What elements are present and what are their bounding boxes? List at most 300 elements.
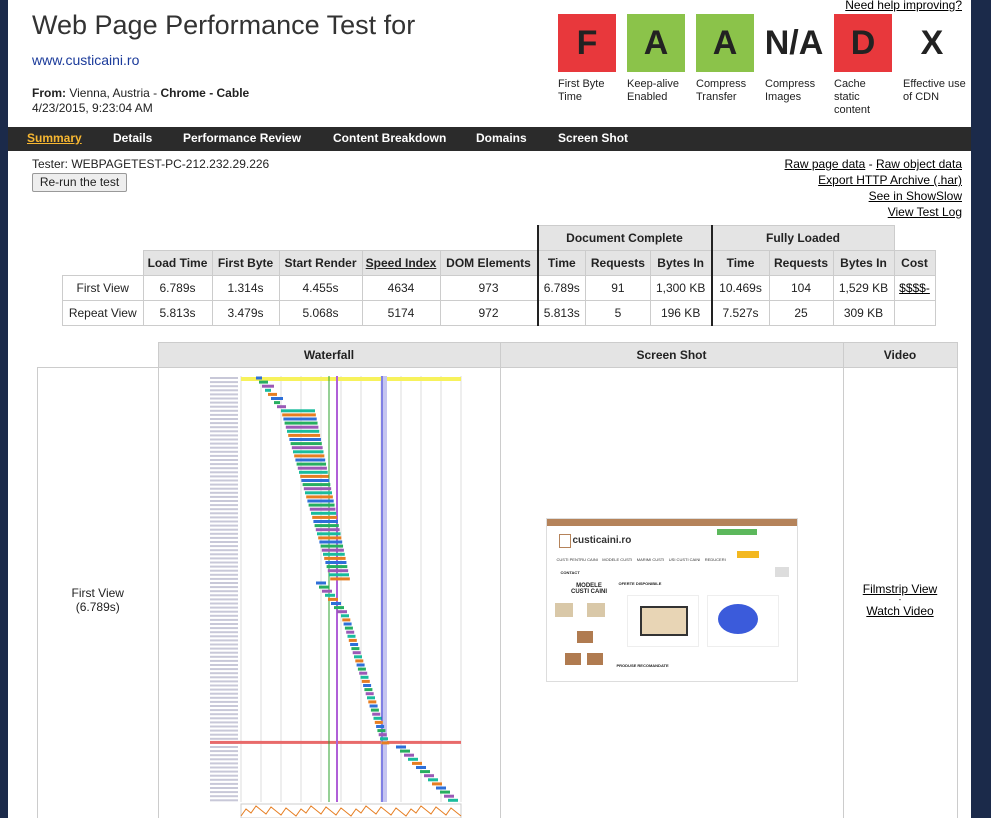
grade-first-byte[interactable]: F bbox=[558, 14, 616, 72]
from-label: From: bbox=[32, 86, 66, 100]
waterfall-row-label bbox=[210, 717, 238, 719]
waterfall-row-label bbox=[210, 418, 238, 420]
thumb-contact: CONTACT bbox=[560, 570, 580, 575]
col-doc-time: Time bbox=[538, 251, 586, 276]
waterfall-row-label bbox=[210, 631, 238, 633]
cell-full-time: 7.527s bbox=[712, 301, 770, 326]
waterfall-request-bar bbox=[370, 705, 378, 708]
row-label-first-view: First View bbox=[63, 276, 144, 301]
waterfall-row-label bbox=[210, 676, 238, 678]
cell-load-time: 5.813s bbox=[143, 301, 212, 326]
waterfall-row-label bbox=[210, 615, 238, 617]
waterfall-row-label bbox=[210, 746, 238, 748]
cell-first-byte: 3.479s bbox=[212, 301, 279, 326]
waterfall-row-label bbox=[210, 500, 238, 502]
raw-object-data-link[interactable]: Raw object data bbox=[875, 157, 962, 171]
waterfall-request-bar bbox=[286, 426, 319, 429]
waterfall-row-label bbox=[210, 664, 238, 666]
cell-speed-index: 4634 bbox=[362, 276, 440, 301]
waterfall-row-label bbox=[210, 787, 238, 789]
waterfall-row-label bbox=[210, 738, 238, 740]
waterfall-request-bar bbox=[305, 491, 332, 494]
waterfall-row-label bbox=[210, 799, 238, 801]
screenshot-cell bbox=[500, 368, 843, 818]
waterfall-request-bar bbox=[313, 520, 338, 523]
waterfall-request-bar bbox=[380, 737, 388, 740]
waterfall-request-bar bbox=[371, 709, 379, 712]
waterfall-request-bar bbox=[328, 569, 348, 572]
waterfall-request-bar bbox=[372, 713, 380, 716]
waterfall-request-bar bbox=[420, 770, 430, 773]
waterfall-request-bar bbox=[316, 582, 326, 585]
waterfall-row-label bbox=[210, 709, 238, 711]
waterfall-highlight-row bbox=[241, 377, 461, 381]
waterfall-request-bar bbox=[277, 405, 286, 408]
waterfall-request-bar bbox=[377, 729, 385, 732]
raw-data-links bbox=[785, 157, 962, 171]
col-full-bytes-in: Bytes In bbox=[833, 251, 894, 276]
blank-cell bbox=[894, 226, 935, 251]
help-improving-link[interactable]: Need help improving? bbox=[845, 0, 962, 12]
waterfall-row-label bbox=[210, 762, 238, 764]
tab-screen-shot[interactable]: Screen Shot bbox=[558, 131, 629, 145]
waterfall-request-bar bbox=[294, 454, 324, 457]
waterfall-request-bar bbox=[396, 746, 406, 749]
showslow-link[interactable]: See in ShowSlow bbox=[868, 189, 962, 203]
waterfall-row-label bbox=[210, 758, 238, 760]
waterfall-request-bar bbox=[348, 635, 356, 638]
waterfall-request-bar bbox=[311, 512, 336, 515]
waterfall-request-bar bbox=[293, 450, 324, 453]
grade-label-first-byte: First Byte Time bbox=[558, 78, 605, 103]
waterfall-row-label bbox=[210, 484, 238, 486]
waterfall-request-bar bbox=[307, 500, 333, 503]
waterfall-row-label bbox=[210, 795, 238, 797]
cell-start-render: 4.455s bbox=[279, 276, 362, 301]
tested-url-link[interactable]: www.custicaini.ro bbox=[32, 52, 140, 68]
thumb-product bbox=[587, 603, 605, 617]
waterfall-row-label bbox=[210, 652, 238, 654]
waterfall-row-label bbox=[210, 459, 238, 461]
waterfall-request-bar bbox=[292, 446, 323, 449]
filmstrip-view-link[interactable]: Filmstrip View bbox=[862, 582, 938, 596]
waterfall-request-bar bbox=[288, 434, 320, 437]
link-separator: - bbox=[865, 157, 876, 171]
waterfall-row-label bbox=[210, 443, 238, 445]
waterfall-row-label bbox=[210, 713, 238, 715]
waterfall-request-bar bbox=[309, 504, 335, 507]
waterfall-row-label bbox=[210, 672, 238, 674]
waterfall-request-bar bbox=[357, 664, 365, 667]
thumb-nav-item: MODELE CUSTI bbox=[602, 557, 633, 562]
col-full-requests: Requests bbox=[769, 251, 833, 276]
waterfall-row-label bbox=[210, 402, 238, 404]
waterfall-request-bar bbox=[342, 618, 350, 621]
waterfall-request-bar bbox=[328, 598, 338, 601]
tab-performance-review[interactable]: Performance Review bbox=[183, 131, 302, 145]
waterfall-row-label bbox=[210, 639, 238, 641]
waterfall-row-label bbox=[210, 779, 238, 781]
waterfall-request-bar bbox=[319, 541, 342, 544]
cost-link[interactable]: $$$$- bbox=[894, 276, 935, 301]
waterfall-row-label bbox=[210, 705, 238, 707]
waterfall-row-label bbox=[210, 406, 238, 408]
waterfall-row-label bbox=[210, 381, 238, 383]
waterfall-row-label bbox=[210, 783, 238, 785]
grade-compress-images[interactable]: N/A bbox=[765, 14, 823, 72]
row-label-cell bbox=[38, 368, 159, 818]
waterfall-request-bar bbox=[416, 766, 426, 769]
thumb-offer-card bbox=[707, 595, 779, 647]
thumb-recommended: PRODUSE RECOMANDATE bbox=[616, 663, 669, 668]
waterfall-request-bar bbox=[432, 782, 442, 785]
thumb-product bbox=[565, 653, 581, 665]
waterfall-row-label bbox=[210, 385, 238, 387]
thumb-models-title: MODELE CUSTI CAINI bbox=[571, 583, 607, 595]
waterfall-row-label bbox=[210, 377, 238, 379]
thumb-product bbox=[577, 631, 593, 643]
waterfall-request-bar bbox=[404, 754, 414, 757]
waterfall-request-bar bbox=[330, 577, 350, 580]
waterfall-request-bar bbox=[428, 778, 438, 781]
raw-page-data-link[interactable]: Raw page data bbox=[784, 157, 866, 171]
waterfall-request-bar bbox=[303, 483, 331, 486]
tester-info: Tester: WEBPAGETEST-PC-212.232.29.226 bbox=[32, 157, 270, 171]
waterfall-request-bar bbox=[325, 561, 346, 564]
grade-label-keep-alive: Keep-alive Enabled bbox=[627, 78, 679, 103]
header-waterfall: Waterfall bbox=[158, 343, 500, 368]
cell-full-requests: 25 bbox=[769, 301, 833, 326]
watch-video-link[interactable]: Watch Video bbox=[866, 604, 934, 618]
waterfall-row-label bbox=[210, 533, 238, 535]
waterfall-row-label bbox=[210, 389, 238, 391]
thumb-nav bbox=[557, 557, 726, 562]
waterfall-row-label bbox=[210, 721, 238, 723]
test-log-link[interactable]: View Test Log bbox=[887, 205, 962, 219]
waterfall-row-label bbox=[210, 537, 238, 539]
waterfall-row-label bbox=[210, 475, 238, 477]
link-separator: - bbox=[898, 595, 902, 604]
waterfall-row-label bbox=[210, 467, 238, 469]
waterfall-row-label bbox=[210, 422, 238, 424]
waterfall-request-bar bbox=[317, 532, 341, 535]
waterfall-request-bar bbox=[363, 684, 371, 687]
waterfall-request-bar bbox=[287, 430, 319, 433]
waterfall-request-bar bbox=[337, 610, 347, 613]
waterfall-row-label bbox=[210, 557, 238, 559]
row-label-first-view: First View bbox=[71, 586, 124, 600]
waterfall-row-label bbox=[210, 447, 238, 449]
waterfall-row-label bbox=[210, 492, 238, 494]
waterfall-request-bar bbox=[304, 487, 331, 490]
cell-cost bbox=[894, 301, 935, 326]
waterfall-request-bar bbox=[322, 549, 344, 552]
tab-domains[interactable]: Domains bbox=[476, 131, 527, 145]
col-speed-index[interactable]: Speed Index bbox=[362, 251, 440, 276]
waterfall-request-bar bbox=[300, 475, 328, 478]
waterfall-request-bar bbox=[424, 774, 434, 777]
rerun-test-button[interactable]: Re-run the test bbox=[32, 173, 127, 192]
waterfall-request-bar bbox=[334, 606, 344, 609]
waterfall-row-label bbox=[210, 566, 238, 568]
waterfall-highlight-row bbox=[210, 741, 461, 744]
waterfall-request-bar bbox=[400, 750, 410, 753]
waterfall-row-label bbox=[210, 553, 238, 555]
waterfall-row-label bbox=[210, 598, 238, 600]
waterfall-row-label bbox=[210, 594, 238, 596]
waterfall-request-bar bbox=[299, 471, 328, 474]
waterfall-row-label bbox=[210, 439, 238, 441]
waterfall-request-bar bbox=[316, 528, 340, 531]
waterfall-request-bar bbox=[323, 553, 345, 556]
waterfall-row-label bbox=[210, 529, 238, 531]
page bbox=[8, 0, 971, 818]
cell-doc-time: 6.789s bbox=[538, 276, 586, 301]
waterfall-request-bar bbox=[341, 614, 349, 617]
waterfall-row-label bbox=[210, 434, 238, 436]
waterfall-request-bar bbox=[436, 787, 446, 790]
waterfall-request-bar bbox=[322, 590, 332, 593]
waterfall-row-label bbox=[210, 521, 238, 523]
waterfall-row-label bbox=[210, 574, 238, 576]
col-full-time: Time bbox=[712, 251, 770, 276]
waterfall-row-label bbox=[210, 570, 238, 572]
grade-label-cache-static: Cache static content bbox=[834, 78, 871, 116]
cell-speed-index: 5174 bbox=[362, 301, 440, 326]
waterfall-request-bar bbox=[306, 495, 333, 498]
waterfall-row-label bbox=[210, 635, 238, 637]
waterfall-request-bar bbox=[440, 791, 450, 794]
waterfall-row-label bbox=[210, 603, 238, 605]
row-label-time: (6.789s) bbox=[75, 600, 120, 614]
col-doc-requests: Requests bbox=[586, 251, 651, 276]
waterfall-row-label bbox=[210, 451, 238, 453]
waterfall-request-bar bbox=[375, 721, 383, 724]
tab-content-breakdown[interactable]: Content Breakdown bbox=[333, 131, 447, 145]
thumb-product bbox=[587, 653, 603, 665]
thumb-nav-item: REDUCERI bbox=[704, 557, 726, 562]
waterfall-row-label bbox=[210, 512, 238, 514]
waterfall-request-bar bbox=[359, 672, 367, 675]
waterfall-row-label bbox=[210, 668, 238, 670]
cell-doc-time: 5.813s bbox=[538, 301, 586, 326]
col-start-render: Start Render bbox=[279, 251, 362, 276]
waterfall-request-bar bbox=[366, 692, 374, 695]
waterfall-request-bar bbox=[344, 623, 352, 626]
waterfall-request-bar bbox=[412, 762, 422, 765]
waterfall-cell bbox=[158, 368, 500, 818]
thumb-nav-item: USI CUSTI CAINI bbox=[668, 557, 701, 562]
waterfall-row-label bbox=[210, 619, 238, 621]
waterfall-request-bar bbox=[368, 700, 376, 703]
waterfall-request-bar bbox=[345, 627, 353, 630]
tab-summary[interactable]: Summary bbox=[27, 131, 82, 145]
export-har-link[interactable]: Export HTTP Archive (.har) bbox=[818, 173, 962, 187]
cell-doc-requests: 91 bbox=[586, 276, 651, 301]
waterfall-request-bar bbox=[291, 442, 322, 445]
waterfall-request-bar bbox=[321, 545, 343, 548]
thumb-offer-card bbox=[627, 595, 699, 647]
waterfall-row-label bbox=[210, 398, 238, 400]
thumb-topbar bbox=[547, 519, 797, 526]
waterfall-row-label bbox=[210, 730, 238, 732]
waterfall-request-bar bbox=[271, 397, 283, 400]
waterfall-request-bar bbox=[319, 586, 329, 589]
waterfall-row-label bbox=[210, 578, 238, 580]
waterfall-request-bar bbox=[262, 385, 274, 388]
cell-first-byte: 1.314s bbox=[212, 276, 279, 301]
detail-table bbox=[37, 342, 958, 818]
waterfall-request-bar bbox=[362, 680, 370, 683]
waterfall-request-bar bbox=[268, 393, 277, 396]
waterfall-image[interactable] bbox=[196, 372, 462, 818]
row-label-repeat-view: Repeat View bbox=[63, 301, 144, 326]
cell-dom-elements: 972 bbox=[440, 301, 538, 326]
waterfall-row-label bbox=[210, 471, 238, 473]
cell-doc-requests: 5 bbox=[586, 301, 651, 326]
waterfall-row-label bbox=[210, 689, 238, 691]
waterfall-row-label bbox=[210, 496, 238, 498]
waterfall-request-bar bbox=[354, 655, 362, 658]
waterfall-row-label bbox=[210, 644, 238, 646]
grade-label-compress-transfer: Compress Transfer bbox=[696, 78, 747, 103]
grade-cache-static[interactable]: D bbox=[834, 14, 892, 72]
cell-doc-bytes-in: 1,300 KB bbox=[650, 276, 711, 301]
grade-keep-alive[interactable]: A bbox=[627, 14, 685, 72]
waterfall-request-bar bbox=[310, 508, 336, 511]
cell-doc-bytes-in: 196 KB bbox=[650, 301, 711, 326]
waterfall-request-bar bbox=[376, 725, 384, 728]
waterfall-row-label bbox=[210, 586, 238, 588]
waterfall-request-bar bbox=[285, 422, 318, 425]
thumb-nav-item: CUSTI PENTRU CAINI bbox=[556, 557, 598, 562]
cell-full-requests: 104 bbox=[769, 276, 833, 301]
waterfall-row-label bbox=[210, 590, 238, 592]
thumb-badge bbox=[737, 551, 759, 558]
thumb-nav-item: MARIMI CUSTI bbox=[636, 557, 665, 562]
waterfall-row-label bbox=[210, 414, 238, 416]
cell-start-render: 5.068s bbox=[279, 301, 362, 326]
waterfall-request-bar bbox=[329, 573, 349, 576]
page-title: Web Page Performance Test for bbox=[32, 10, 416, 40]
col-doc-bytes-in: Bytes In bbox=[650, 251, 711, 276]
waterfall-row-label bbox=[210, 656, 238, 658]
thumb-offer-image bbox=[640, 606, 688, 636]
waterfall-request-bar bbox=[259, 381, 268, 384]
waterfall-row-label bbox=[210, 410, 238, 412]
waterfall-row-label bbox=[210, 545, 238, 547]
waterfall-request-bar bbox=[282, 413, 316, 416]
grade-cdn[interactable]: X bbox=[903, 14, 961, 72]
from-browser: Chrome - Cable bbox=[160, 86, 250, 100]
tab-details[interactable]: Details bbox=[113, 131, 153, 145]
cell-dom-elements: 973 bbox=[440, 276, 538, 301]
waterfall-request-bar bbox=[256, 377, 262, 380]
cell-full-time: 10.469s bbox=[712, 276, 770, 301]
cell-full-bytes-in: 309 KB bbox=[833, 301, 894, 326]
screenshot-thumbnail[interactable] bbox=[546, 518, 798, 682]
header-video: Video bbox=[843, 343, 957, 368]
cell-full-bytes-in: 1,529 KB bbox=[833, 276, 894, 301]
grade-label-cdn: Effective use of CDN bbox=[903, 78, 966, 103]
waterfall-request-bar bbox=[298, 467, 327, 470]
waterfall-row-label bbox=[210, 488, 238, 490]
thumb-site-name: custicaini.ro bbox=[572, 535, 632, 546]
waterfall-request-bar bbox=[281, 409, 315, 412]
group-document-complete: Document Complete bbox=[538, 226, 712, 251]
waterfall-request-bar bbox=[283, 418, 316, 421]
waterfall-row-label bbox=[210, 697, 238, 699]
waterfall-row-label bbox=[210, 455, 238, 457]
waterfall-request-bar bbox=[318, 536, 341, 539]
thumb-offer-image bbox=[718, 604, 758, 634]
waterfall-row-label bbox=[210, 393, 238, 395]
waterfall-request-bar bbox=[295, 459, 325, 462]
waterfall-row-label bbox=[210, 775, 238, 777]
header-screen-shot: Screen Shot bbox=[500, 343, 843, 368]
waterfall-request-bar bbox=[367, 696, 375, 699]
waterfall-row-label bbox=[210, 516, 238, 518]
waterfall-request-bar bbox=[350, 643, 358, 646]
waterfall-request-bar bbox=[374, 717, 382, 720]
waterfall-row-label bbox=[210, 693, 238, 695]
waterfall-row-label bbox=[210, 607, 238, 609]
waterfall-request-bar bbox=[315, 524, 339, 527]
waterfall-row-label bbox=[210, 426, 238, 428]
waterfall-request-bar bbox=[297, 463, 326, 466]
waterfall-row-label bbox=[210, 726, 238, 728]
main-nav bbox=[8, 127, 971, 151]
waterfall-request-bar bbox=[324, 557, 345, 560]
waterfall-request-bar bbox=[361, 676, 369, 679]
col-dom-elements: DOM Elements bbox=[440, 251, 538, 276]
waterfall-request-bar bbox=[355, 659, 363, 662]
cell-load-time: 6.789s bbox=[143, 276, 212, 301]
waterfall-row-label bbox=[210, 480, 238, 482]
results-table bbox=[62, 225, 936, 326]
waterfall-row-label bbox=[210, 767, 238, 769]
waterfall-request-bar bbox=[349, 639, 357, 642]
waterfall-request-bar bbox=[408, 758, 418, 761]
waterfall-row-label bbox=[210, 680, 238, 682]
blank-cell bbox=[63, 251, 144, 276]
waterfall-row-label bbox=[210, 627, 238, 629]
waterfall-row-label bbox=[210, 648, 238, 650]
table-row bbox=[63, 276, 936, 301]
waterfall-request-bar bbox=[327, 565, 348, 568]
blank-cell bbox=[38, 343, 159, 368]
house-icon bbox=[559, 534, 571, 548]
waterfall-row-label bbox=[210, 508, 238, 510]
grade-label-compress-images: Compress Images bbox=[765, 78, 816, 103]
waterfall-row-label bbox=[210, 771, 238, 773]
waterfall-row-label bbox=[210, 754, 238, 756]
group-fully-loaded: Fully Loaded bbox=[712, 226, 895, 251]
col-first-byte: First Byte bbox=[212, 251, 279, 276]
blank-cell bbox=[63, 226, 538, 251]
table-row bbox=[63, 301, 936, 326]
waterfall-row-label bbox=[210, 685, 238, 687]
search-icon bbox=[775, 567, 789, 577]
waterfall-request-bar bbox=[364, 688, 372, 691]
grade-compress-transfer[interactable]: A bbox=[696, 14, 754, 72]
waterfall-row-label bbox=[210, 750, 238, 752]
waterfall-request-bar bbox=[381, 741, 389, 744]
waterfall-row-label bbox=[210, 660, 238, 662]
waterfall-row-label bbox=[210, 623, 238, 625]
waterfall-request-bar bbox=[353, 651, 361, 654]
test-date: 4/23/2015, 9:23:04 AM bbox=[32, 101, 153, 115]
